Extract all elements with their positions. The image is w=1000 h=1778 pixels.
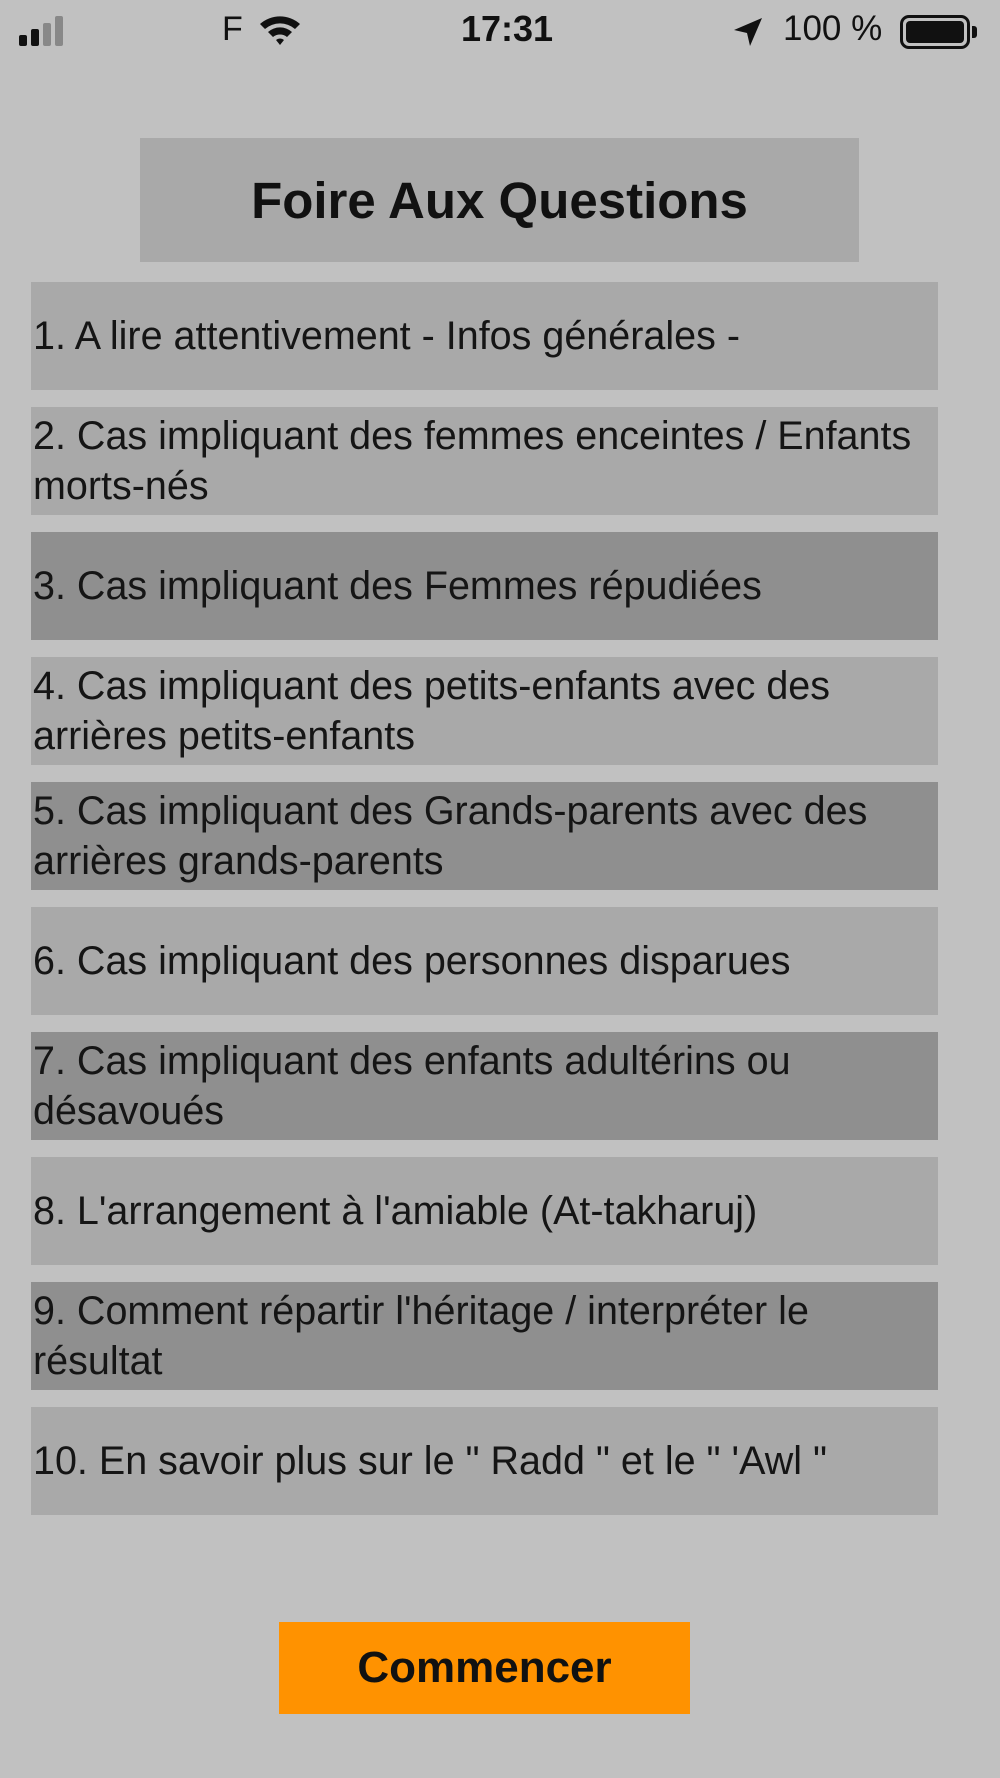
faq-item-7[interactable]: 7. Cas impliquant des enfants adultérins ou désavoués: [31, 1032, 938, 1140]
faq-item-9[interactable]: 9. Comment répartir l'héritage / interpréter le résultat: [31, 1282, 938, 1390]
battery-icon: [900, 15, 978, 49]
faq-item-4[interactable]: 4. Cas impliquant des petits-enfants avec des arrières petits-enfants: [31, 657, 938, 765]
battery-level-fill: [906, 21, 964, 43]
faq-item-10[interactable]: 10. En savoir plus sur le " Radd " et le " 'Awl ": [31, 1407, 938, 1515]
faq-item-6[interactable]: 6. Cas impliquant des personnes disparues: [31, 907, 938, 1015]
carrier-label: F: [222, 10, 243, 48]
faq-item-8[interactable]: 8. L'arrangement à l'amiable (At-takharuj): [31, 1157, 938, 1265]
faq-item-1[interactable]: 1. A lire attentivement - Infos générales -: [31, 282, 938, 390]
status-bar: [0, 0, 1000, 64]
start-button[interactable]: Commencer: [279, 1622, 690, 1714]
location-arrow-icon: [732, 16, 764, 48]
page-title: Foire Aux Questions: [140, 138, 859, 262]
faq-item-2[interactable]: 2. Cas impliquant des femmes enceintes / Enfants morts-nés: [31, 407, 938, 515]
faq-item-3[interactable]: 3. Cas impliquant des Femmes répudiées: [31, 532, 938, 640]
faq-list: [31, 282, 938, 1532]
faq-item-5[interactable]: 5. Cas impliquant des Grands-parents avec des arrières grands-parents: [31, 782, 938, 890]
battery-percentage: 100 %: [783, 9, 883, 48]
status-time: 17:31: [460, 8, 554, 49]
